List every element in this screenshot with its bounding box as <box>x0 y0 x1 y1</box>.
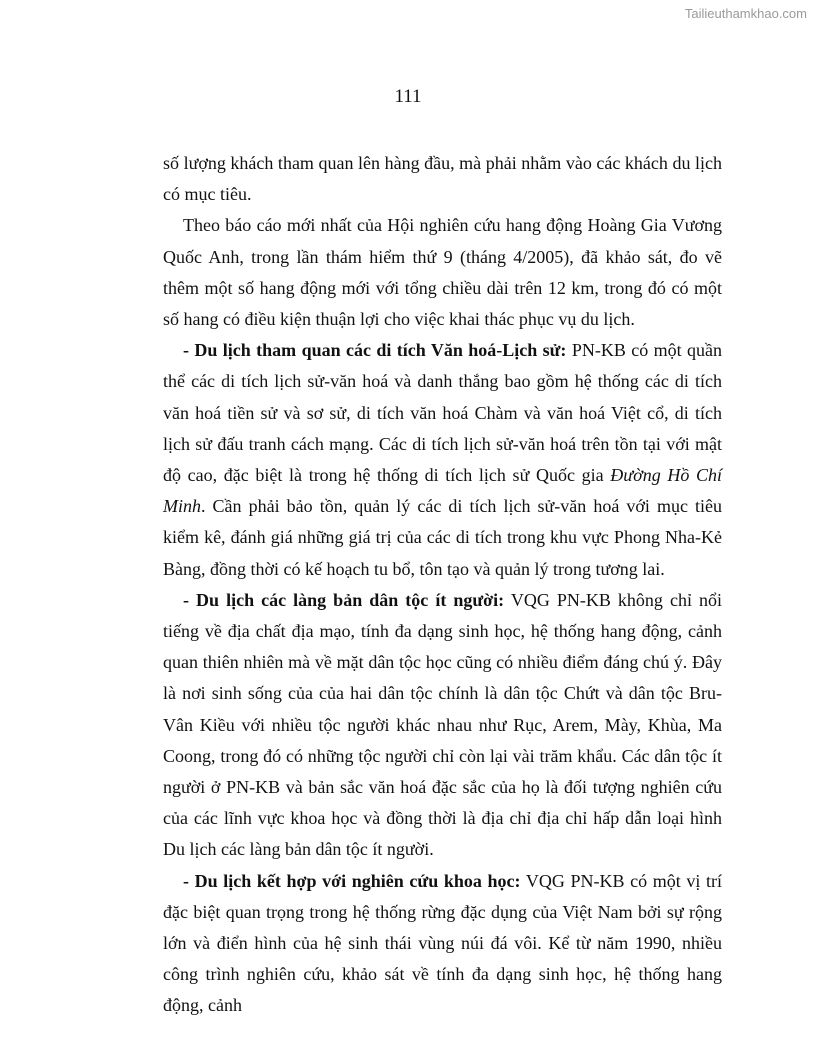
paragraph-italic-term: Đường Hồ Chí Minh <box>163 465 722 517</box>
paragraph-text: VQG PN-KB có một vị trí đặc biệt quan trọng trong hệ thống rừng đặc dụng của Việt Nam bởi sự rộng lớn và điển hình của hệ sinh thái vùng núi đá vôi. Kể từ năm 1990, nhiều công trình nghiên cứu, khảo sát về tính đa dạng sinh học, hệ thống hang động, cảnh <box>163 870 722 1016</box>
paragraph-du-lich-nghien-cuu <box>163 866 722 1022</box>
document-body <box>163 148 722 1022</box>
paragraph-lead-heading: - Du lịch kết hợp với nghiên cứu khoa học: <box>183 870 521 891</box>
watermark-text: Tailieuthamkhao.com <box>684 6 807 21</box>
paragraph-du-lich-lang-ban <box>163 585 722 866</box>
paragraph-hang-dong-report: Theo báo cáo mới nhất của Hội nghiên cứu hang động Hoàng Gia Vương Quốc Anh, trong lần thám hiểm thứ 9 (tháng 4/2005), đã khảo sát, đo vẽ thêm một số hang động mới với tổng chiều dài trên 12 km, trong đó có một số hang có điều kiện thuận lợi cho việc khai thác phục vụ du lịch. <box>163 215 722 330</box>
paragraph-text: . Cần phải bảo tồn, quản lý các di tích lịch sử-văn hoá với mục tiêu kiểm kê, đánh giá những giá trị của các di tích trong khu vực Phong Nha-Kẻ Bàng, đồng thời có kế hoạch tu bổ, tôn tạo và quản lý trong tương lai. <box>163 496 722 579</box>
paragraph-text: PN-KB có một quần thể các di tích lịch sử-văn hoá và danh thắng bao gồm hệ thống các di tích văn hoá tiền sử và sơ sử, di tích văn hoá Chàm và văn hoá Việt cổ, di tích lịch sử đấu tranh cách mạng. Các di tích lịch sử-văn hoá trên tồn tại với mật độ cao, đặc biệt là trong hệ thống di tích lịch sử Quốc gia <box>163 340 722 486</box>
paragraph-continuation: số lượng khách tham quan lên hàng đầu, mà phải nhằm vào các khách du lịch có mục tiêu. <box>163 153 722 205</box>
paragraph-du-lich-di-tich <box>163 335 722 585</box>
paragraph-lead-heading: - Du lịch các làng bản dân tộc ít người: <box>183 589 505 610</box>
paragraph-lead-heading: - Du lịch tham quan các di tích Văn hoá-Lịch sử: <box>183 340 567 361</box>
paragraph-text: VQG PN-KB không chỉ nổi tiếng về địa chất địa mạo, tính đa dạng sinh học, hệ thống hang động, cảnh quan thiên nhiên mà về mặt dân tộc học cũng có nhiều điểm đáng chú ý. Đây là nơi sinh sống của của hai dân tộc chính là dân tộc Chứt và dân tộc Bru-Vân Kiều với nhiều tộc người khác nhau như Rục, Arem, Mày, Khùa, Ma Coong, trong đó có những tộc người chỉ còn lại vài trăm khẩu. Các dân tộc ít người ở PN-KB và bản sắc văn hoá đặc sắc của họ là đối tượng nghiên cứu của các lĩnh vực khoa học và đồng thời là địa chỉ địa chỉ hấp dẫn loại hình Du lịch các làng bản dân tộc ít người. <box>163 589 723 860</box>
page-number: 111 <box>394 86 422 107</box>
